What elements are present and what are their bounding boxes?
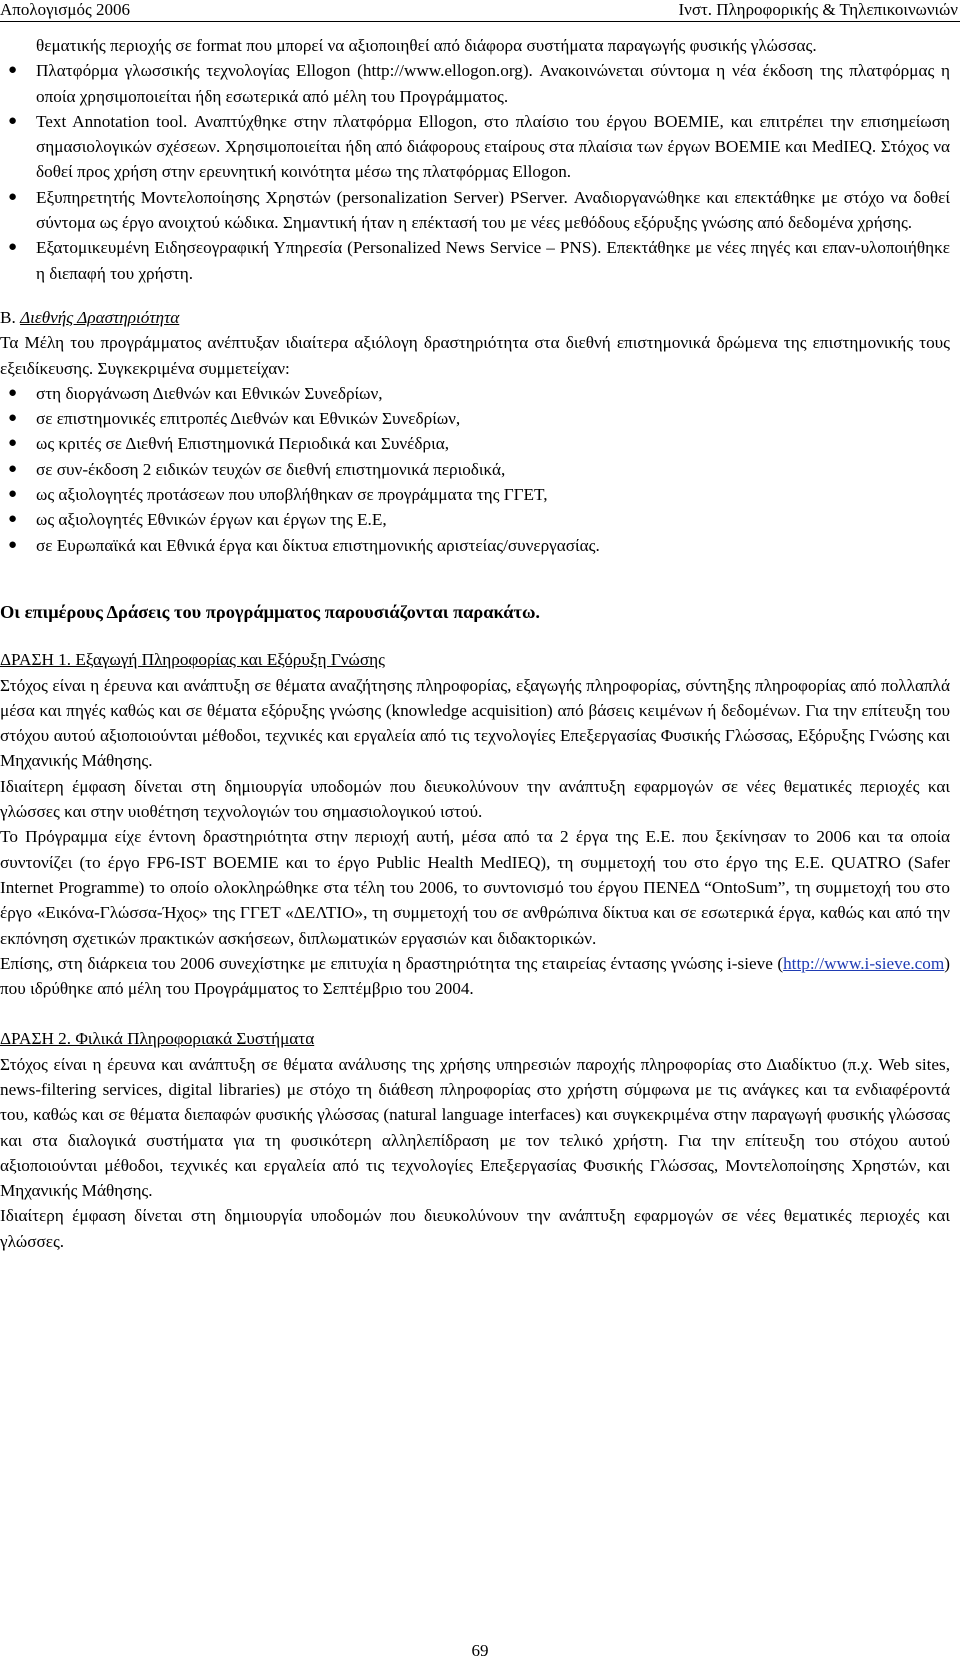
action2-title: ΔΡΑΣΗ 2. Φιλικά Πληροφοριακά Συστήματα (0, 1029, 315, 1049)
bullet-icon: ● (8, 511, 18, 528)
section-b-heading: Β. Διεθνής Δραστηριότητα (0, 307, 180, 327)
list-item: ● στη διοργάνωση Διεθνών και Εθνικών Συνεδρίων, (0, 381, 950, 406)
participation-bullet-list (0, 381, 950, 558)
section-b-title: Διεθνής Δραστηριότητα (20, 307, 180, 327)
list-item: ● σε Ευρωπαϊκά και Εθνικά έργα και δίκτυα επιστημονικής αριστείας/συνεργασίας. (0, 533, 950, 558)
bullet-icon: ● (8, 239, 18, 256)
bullet-icon: ● (8, 62, 18, 79)
list-item: ● Εξατομικευμένη Ειδησεογραφική Υπηρεσία (Personalized News Service – PNS). Επεκτάθηκε με νέες πηγές και επαν-υλοποιήθηκε η διεπαφή του χρήστη. (0, 235, 950, 286)
action1-paragraph-4: Επίσης, στη διάρκεια του 2006 συνεχίστηκε με επιτυχία η δραστηριότητα της εταιρείας έντασης γνώσης i-sieve (http://www.i-sieve.com) που ιδρύθηκε από μέλη του Προγράμματος το Σεπτέμβριο του 2004. (0, 953, 950, 999)
list-item: ● σε συν-έκδοση 2 ειδικών τευχών σε διεθνή επιστημονικά περιοδικά, (0, 457, 950, 482)
page-body (0, 33, 950, 1254)
list-item: ● σε επιστημονικές επιτροπές Διεθνών και Εθνικών Συνεδρίων, (0, 406, 950, 431)
bullet-icon: ● (8, 112, 18, 129)
bullet-icon: ● (8, 384, 18, 401)
bullet-icon: ● (8, 486, 18, 503)
list-item: ● Text Annotation tool. Αναπτύχθηκε στην πλατφόρμα Ellogon, στο πλαίσιο του έργου BOEMIE, και επιτρέπει την επισημείωση σημασιολογικών σχέσεων. Χρησιμοποιείται ήδη από διάφορους εταίρους στα πλαίσια των έργων BOEMIE και MedIEQ. Στόχος να δοθεί προς χρήση στην ερευνητική κοινότητα μέσω της πλατφόρμας Ellogon. (0, 109, 950, 185)
page-number: 69 (471, 1641, 489, 1660)
bullet-icon: ● (8, 536, 18, 553)
section-b-intro: Τα Μέλη του προγράμματος ανέπτυξαν ιδιαίτερα αξιόλογη δραστηριότητα στα διεθνή επιστημονικά δρώμενα της επιστημονικής τους εξειδίκευσης. Συγκεκριμένα συμμετείχαν: (0, 333, 950, 378)
action1-title: ΔΡΑΣΗ 1. Εξαγωγή Πληροφορίας και Εξόρυξη Γνώσης (0, 650, 385, 670)
action1-paragraph-1: Στόχος είναι η έρευνα και ανάπτυξη σε θέματα αναζήτησης πληροφορίας, εξαγωγής πληροφορίας, σύντηξης πληροφορίας από πολλαπλά μέσα και πηγές καθώς και σε θέματα εξόρυξης γνώσης (knowledge acquisition) από βάσεις κειμένων ή δεδομένων. Για την επίτευξη του στόχου αυτού αξιοποιούνται μέθοδοι, τεχνικές και εργαλεία από τις τεχνολογίες Επεξεργασίας Φυσικής Γλώσσας, Εξόρυξης Γνώσης και Μηχανικής Μάθησης. (0, 675, 950, 771)
bullet-icon: ● (8, 460, 18, 477)
bullet-icon: ● (8, 435, 18, 452)
page-header (0, 0, 960, 24)
intro-continuation: θεματικής περιοχής σε format που μπορεί να αξιοποιηθεί από διάφορα συστήματα παραγωγής φυσικής γλώσσας. (36, 36, 817, 55)
action1-paragraph-2: Ιδιαίτερη έμφαση δίνεται στη δημιουργία υποδομών που διευκολύνουν την ανάπτυξη εφαρμογών σε νέες θεματικές περιοχές και γλώσσες και στην υιοθέτηση τεχνολογιών του σημασιολογικού ιστού. (0, 776, 950, 822)
list-item: ● Εξυπηρετητής Μοντελοποίησης Χρηστών (personalization Server) PServer. Αναδιοργανώθηκε και επεκτάθηκε με στόχο να δοθεί σύντομα ως έργο ανοιχτού κώδικα. Σημαντική ήταν η επέκτασή του με νέες μεθόδους εξόρυξης γνώσης από δεδομένα χρήσης. (0, 185, 950, 236)
action2-paragraph-2: Ιδιαίτερη έμφαση δίνεται στη δημιουργία υποδομών που διευκολύνουν την ανάπτυξη εφαρμογών σε νέες θεματικές περιοχές και γλώσσες. (0, 1206, 950, 1251)
list-item: ● Πλατφόρμα γλωσσικής τεχνολογίας Ellogon (http://www.ellogon.org). Ανακοινώνεται σύντομα η νέα έκδοση της πλατφόρμας η οποία χρησιμοποιείται ήδη εσωτερικά από μέλη του Προγράμματος. (0, 58, 950, 109)
bullet-icon: ● (8, 410, 18, 427)
list-item: ● ως κριτές σε Διεθνή Επιστημονικά Περιοδικά και Συνέδρια, (0, 431, 950, 456)
bullet-icon: ● (8, 188, 18, 205)
isieve-link[interactable]: http://www.i-sieve.com (783, 953, 945, 973)
header-left-title: Απολογισμός 2006 (0, 0, 130, 19)
actions-heading: Οι επιμέρους Δράσεις του προγράμματος παρουσιάζονται παρακάτω. (0, 601, 540, 622)
header-right-title: Ινστ. Πληροφορικής & Τηλεπικοινωνιών (678, 0, 958, 19)
list-item: ● ως αξιολογητές Εθνικών έργων και έργων της Ε.Ε, (0, 507, 950, 532)
tools-bullet-list (0, 58, 950, 286)
action2-paragraph-1: Στόχος είναι η έρευνα και ανάπτυξη σε θέματα ανάλυσης της χρήσης υπηρεσιών παροχής πληροφορίας στο Διαδίκτυο (π.χ. Web sites, news-filtering services, digital libraries) με στόχο τη διάθεση πληροφορίας στο χρήστη σύμφωνα με τις ανάγκες και τα ενδιαφέροντά του, καθώς και σε θέματα διεπαφών φυσικής γλώσσας (natural language interfaces) και συγκεκριμένα στην παραγωγή φυσικής γλώσσας και στα διαλογικά συστήματα για τη φυσικότερη αλληλεπίδραση με τον τελικό χρήστη. Για την επίτευξη του στόχου αυτού αξιοποιούνται μέθοδοι, τεχνικές και εργαλεία από τις τεχνολογίες Επεξεργασίας Φυσικής Γλώσσας, Μοντελοποίησης Χρηστών, και Μηχανικής Μάθησης. (0, 1054, 950, 1201)
header-rule (0, 21, 960, 22)
action1-paragraph-3: Το Πρόγραμμα είχε έντονη δραστηριότητα στην περιοχή αυτή, μέσα από τα 2 έργα της Ε.Ε. που ξεκίνησαν το 2006 και τα οποία συντονίζει (το έργο FP6-IST BOEMIE και το έργο Public Health MedIEQ), τη συμμετοχή του στο έργο της Ε.Ε. QUATRO (Safer Internet Programme) το οποίο ολοκληρώθηκε στα τέλη του 2006, το συντονισμό του έργου ΠΕΝΕΔ “OntoSum”, τη συμμετοχή του στο έργο «Εικόνα-Γλώσσα-Ήχος» της ΓΓΕΤ «ΔΕΛΤΙΟ», τη συμμετοχή του σε ανθρώπινα δίκτυα και σε εσωτερικά έργα, καθώς και από την εκπόνηση σχετικών πρακτικών ασκήσεων, διπλωματικών εργασιών και διδακτορικών. (0, 827, 950, 948)
list-item: ● ως αξιολογητές προτάσεων που υποβλήθηκαν σε προγράμματα της ΓΓΕΤ, (0, 482, 950, 507)
